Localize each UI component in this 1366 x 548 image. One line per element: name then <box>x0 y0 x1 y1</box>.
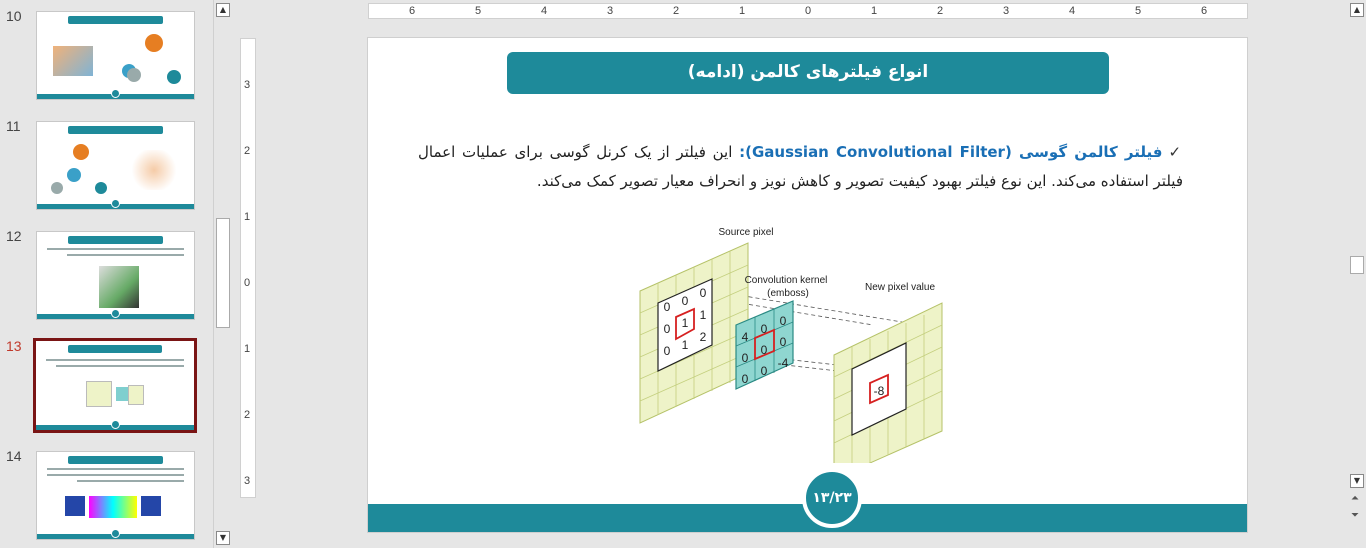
kernel-cell: 4 <box>741 330 749 344</box>
thumb-text-line <box>77 480 184 482</box>
slide-thumbnail-10[interactable] <box>36 11 195 100</box>
kernel-cell: 0 <box>741 372 749 386</box>
slide-thumbnail-14[interactable] <box>36 451 195 540</box>
source-cell: 0 <box>681 294 689 308</box>
scroll-thumb[interactable] <box>216 218 230 328</box>
thumb-image <box>129 150 179 190</box>
thumb-page-circle <box>111 199 120 208</box>
scroll-up-button[interactable]: ▲ <box>1350 3 1364 17</box>
new-pixel-label: New pixel value <box>864 282 936 293</box>
slide-title[interactable]: انواع فیلترهای کالمن (ادامه) <box>507 52 1109 94</box>
ruler-tick-label: 3 <box>244 475 251 487</box>
kernel-cell: 0 <box>760 322 768 336</box>
convolution-diagram[interactable] <box>638 223 978 463</box>
kernel-cell: 0 <box>760 364 768 378</box>
ruler-tick-label: 6 <box>1201 5 1208 17</box>
source-cell: 0 <box>699 286 707 300</box>
next-slide-icon[interactable]: ⏷ <box>1351 510 1359 521</box>
thumb-shape <box>127 68 141 82</box>
ruler-tick-label: 3 <box>244 79 251 91</box>
thumb-shape <box>67 168 81 182</box>
source-cell: 1 <box>681 316 689 330</box>
thumb-image <box>128 385 144 405</box>
ruler-tick-label: 1 <box>739 5 746 17</box>
kernel-sublabel: (emboss) <box>767 288 809 299</box>
thumb-shape <box>145 34 163 52</box>
ruler-tick-label: 2 <box>937 5 944 17</box>
ruler-tick-label: 2 <box>244 409 251 421</box>
source-grid <box>640 243 748 423</box>
source-cell: 1 <box>681 338 689 352</box>
body-paragraph: این فیلتر از یک کرنل گوسی برای عملیات اعمال فیلتر استفاده می‌کند. این نوع فیلتر بهبود کیفیت تصویر و کاهش نویز و انحراف معیار تصویر کمک می‌کند. <box>418 143 1183 190</box>
thumb-number-12: 12 <box>6 228 22 244</box>
scroll-down-button[interactable]: ▼ <box>216 531 230 545</box>
slide-thumbnail-13[interactable] <box>33 338 197 433</box>
thumb-title-bar <box>68 16 162 24</box>
kernel-label: Convolution kernel <box>744 275 828 286</box>
ruler-tick-label: 5 <box>1135 5 1142 17</box>
scroll-up-button[interactable]: ▲ <box>216 3 230 17</box>
ruler-tick-label: 1 <box>871 5 878 17</box>
thumb-title-bar <box>68 126 162 134</box>
result-grid <box>834 303 942 463</box>
kernel-cell: -4 <box>777 356 789 370</box>
thumb-shape <box>95 182 107 194</box>
ruler-tick-label: 6 <box>409 5 416 17</box>
thumb-image <box>53 46 93 76</box>
ruler-tick-label: 4 <box>541 5 548 17</box>
source-cell: 0 <box>663 300 671 314</box>
slide-page-badge: ۱۳/۲۳ <box>802 468 862 528</box>
ruler-tick-label: 2 <box>673 5 680 17</box>
ruler-tick-label: 2 <box>244 145 251 157</box>
slide-thumbnail-panel <box>0 0 212 548</box>
kernel-cell: 0 <box>760 343 768 357</box>
scroll-thumb[interactable] <box>1350 256 1364 274</box>
thumb-title-bar <box>68 456 162 464</box>
slide-body-text[interactable] <box>418 138 1183 196</box>
thumb-shape <box>51 182 63 194</box>
source-cell: 1 <box>699 308 707 322</box>
thumb-page-circle <box>111 529 120 538</box>
scroll-down-button[interactable]: ▼ <box>1350 474 1364 488</box>
editor-scrollbar[interactable] <box>1348 0 1366 548</box>
ruler-tick-label: 0 <box>244 277 251 289</box>
kernel-cell: 0 <box>779 335 787 349</box>
thumb-image <box>141 496 161 516</box>
highlighted-term: فیلتر کالمن گوسی (Gaussian Convolutional Filter): <box>739 143 1163 161</box>
result-value: -8 <box>873 384 885 398</box>
slide-thumbnail-11[interactable] <box>36 121 195 210</box>
thumb-number-13: 13 <box>6 338 22 354</box>
thumb-text-line <box>46 359 184 361</box>
thumb-shape <box>167 70 181 84</box>
ruler-tick-label: 5 <box>475 5 482 17</box>
thumb-title-bar <box>68 345 163 353</box>
check-icon: ✓ <box>1168 143 1183 161</box>
ruler-tick-label: 3 <box>607 5 614 17</box>
thumb-title-bar <box>68 236 162 244</box>
thumb-page-circle <box>111 89 120 98</box>
source-pixel-label: Source pixel <box>718 227 774 238</box>
horizontal-ruler <box>368 3 1248 19</box>
ruler-tick-label: 4 <box>1069 5 1076 17</box>
thumbnail-scrollbar[interactable] <box>213 0 231 548</box>
thumb-text-line <box>47 248 184 250</box>
thumb-image <box>99 266 139 308</box>
slide-canvas[interactable] <box>367 37 1248 533</box>
thumb-number-11: 11 <box>6 118 21 134</box>
thumb-image <box>86 381 112 407</box>
thumb-image <box>116 387 128 401</box>
slide-editor <box>232 0 1344 548</box>
ruler-tick-label: 1 <box>244 211 251 223</box>
source-cell: 0 <box>663 344 671 358</box>
thumb-text-line <box>47 474 184 476</box>
thumb-page-circle <box>111 420 120 429</box>
thumb-image <box>65 496 85 516</box>
previous-slide-icon[interactable]: ⏶ <box>1351 493 1359 504</box>
thumb-number-14: 14 <box>6 448 22 464</box>
ruler-tick-label: 1 <box>244 343 251 355</box>
thumb-text-line <box>47 468 184 470</box>
source-cell: 0 <box>663 322 671 336</box>
ruler-tick-label: 3 <box>1003 5 1010 17</box>
thumb-shape <box>73 144 89 160</box>
slide-thumbnail-12[interactable] <box>36 231 195 320</box>
thumb-page-circle <box>111 309 120 318</box>
kernel-cell: 0 <box>779 314 787 328</box>
thumb-number-10: 10 <box>6 8 22 24</box>
kernel-cell: 0 <box>741 351 749 365</box>
thumb-image <box>89 496 137 518</box>
vertical-ruler <box>240 38 256 498</box>
thumb-text-line <box>56 365 184 367</box>
thumb-text-line <box>67 254 184 256</box>
ruler-tick-label: 0 <box>805 5 812 17</box>
source-cell: 2 <box>699 330 707 344</box>
